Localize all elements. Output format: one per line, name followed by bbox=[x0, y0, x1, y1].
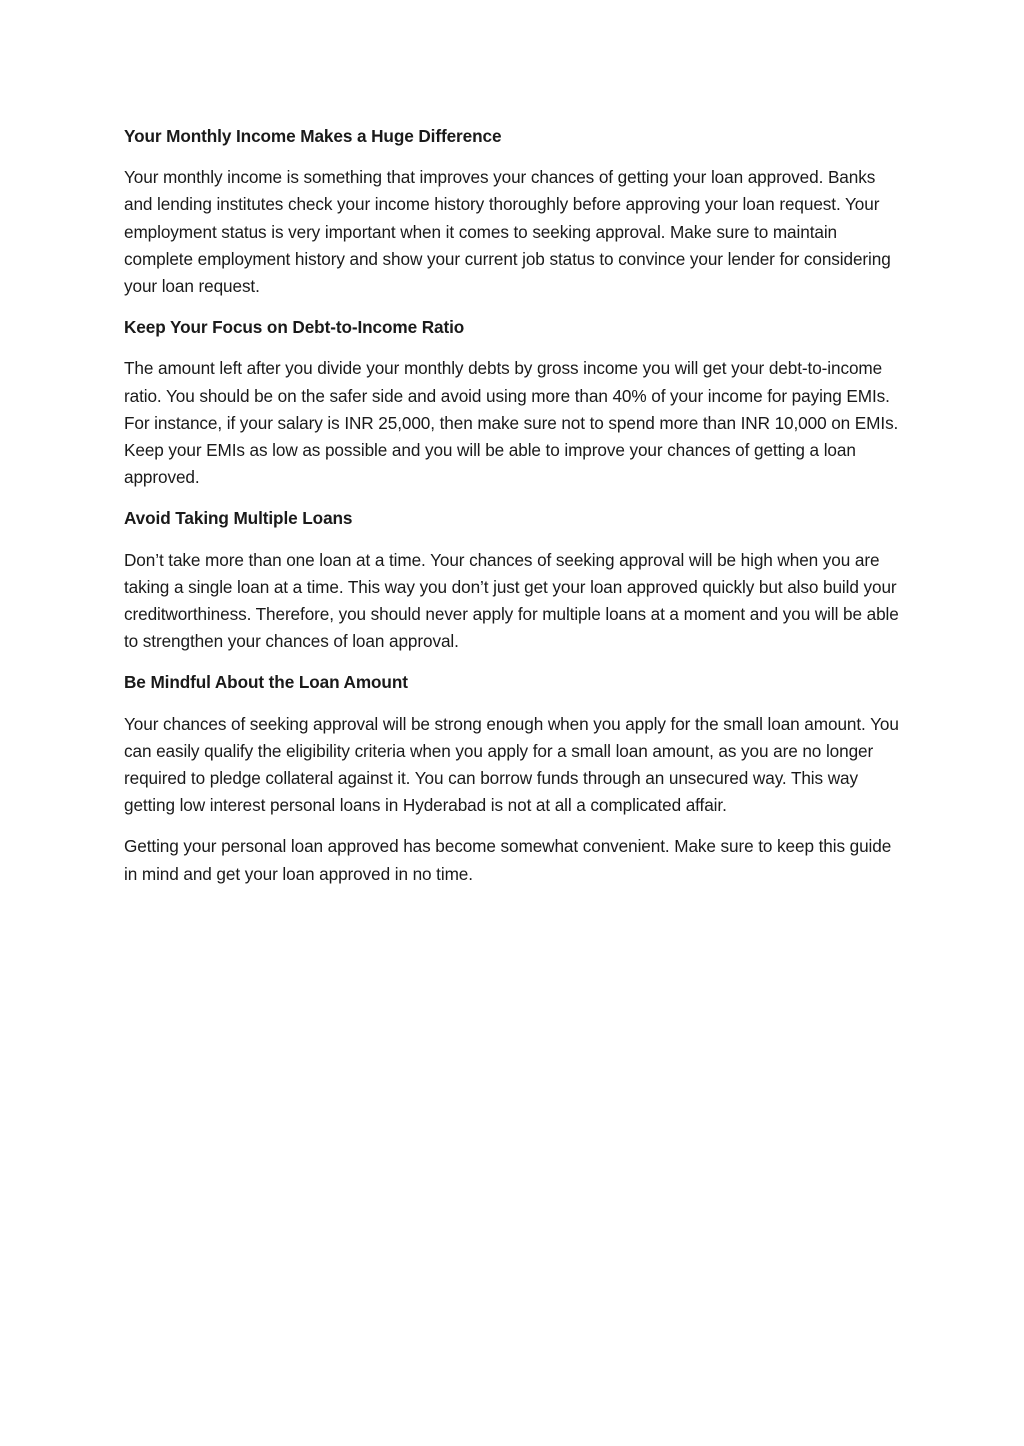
closing-paragraph: Getting your personal loan approved has become somewhat convenient. Make sure to keep this guide in mind and get your loan approved in no time. bbox=[124, 836, 892, 884]
section-heading-multiple-loans: Avoid Taking Multiple Loans bbox=[124, 508, 353, 529]
section-body-debt-to-income: The amount left after you divide your monthly debts by gross income you will get your debt-to-income ratio. You should be on the safer side and avoid using more than 40% of your income for paying EMIs. For instance, if your salary is INR 25,000, then make sure not to spend more than INR 10,000 on EMIs. Keep your EMIs as low as possible and you will be able to improve your chances of getting a loan approved. bbox=[124, 358, 899, 488]
section-heading-monthly-income: Your Monthly Income Makes a Huge Difference bbox=[124, 126, 502, 146]
section-body-multiple-loans: Don’t take more than one loan at a time. Your chances of seeking approval will be high when you are taking a single loan at a time. This way you don’t just get your loan approved quickly but also build your creditworthiness. Therefore, you should never apply for multiple loans at a moment and you will be able to strengthen your chances of loan approval. bbox=[124, 549, 899, 652]
section-body-monthly-income: Your monthly income is something that improves your chances of getting your loan approved. Banks and lending institutes check your income history thoroughly before approving your loan request. Your employment status is very important when it comes to seeking approval. Make sure to maintain complete employment history and show your current job status to convince your lender for considering your loan request. bbox=[124, 167, 891, 297]
section-body-loan-amount: Your chances of seeking approval will be strong enough when you apply for the small loan amount. You can easily qualify the eligibility criteria when you apply for a small loan amount, as you are no longer required to pledge collateral against it. You can borrow funds through an unsecured way. This way getting low interest personal loans in Hyderabad is not at all a complicated affair. bbox=[124, 713, 899, 816]
section-heading-loan-amount: Be Mindful About the Loan Amount bbox=[124, 672, 408, 693]
document-content bbox=[124, 123, 904, 902]
section-heading-debt-to-income: Keep Your Focus on Debt-to-Income Ratio bbox=[124, 317, 465, 338]
